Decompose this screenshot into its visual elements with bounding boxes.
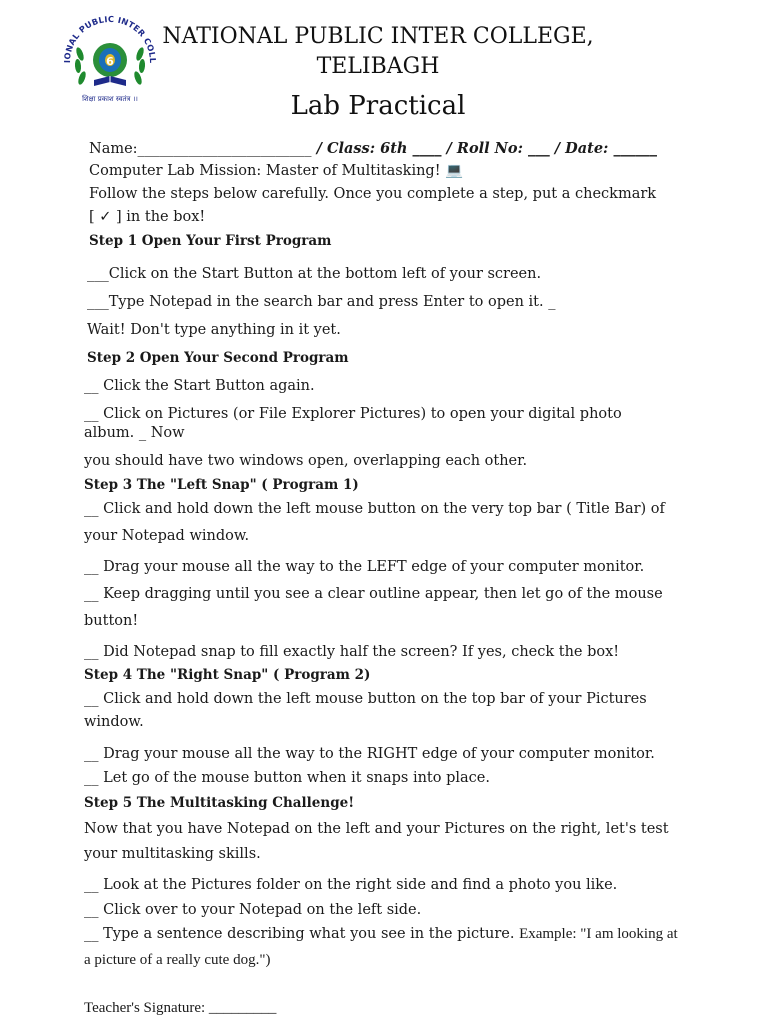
step-2-line: __ Click on Pictures (or File Explorer Pictures) to open your digital photo: [84, 406, 622, 422]
logo-motto: शिक्षा प्रकाश स्वतंत्र ।।: [82, 95, 138, 103]
step-5-line: [84, 924, 678, 944]
step-5-line: __ Look at the Pictures folder on the right side and find a photo you like.: [84, 877, 618, 893]
school-name-line2: TELIBAGH: [316, 54, 440, 79]
step-3-line: button!: [84, 613, 139, 629]
step-2-line: __ Click the Start Button again.: [84, 378, 315, 394]
school-name: [140, 22, 616, 82]
svg-text:6: 6: [106, 55, 114, 68]
step-3-line: __ Click and hold down the left mouse button on the very top bar ( Title Bar) of: [84, 501, 665, 517]
step-4-line: __ Drag your mouse all the way to the RIGHT edge of your computer monitor.: [84, 746, 655, 762]
step-4-line: __ Let go of the mouse button when it snaps into place.: [84, 770, 490, 786]
info-line: [89, 139, 657, 159]
page-title: Lab Practical: [290, 91, 466, 121]
step-1-heading: Step 1 Open Your First Program: [89, 233, 332, 249]
instructions-line-2: [ ✓ ] in the box!: [89, 209, 206, 225]
step-3-line: your Notepad window.: [84, 528, 250, 544]
step-3-heading: Step 3 The "Left Snap" ( Program 1): [84, 477, 359, 493]
example-text: Example: "I am looking at: [519, 926, 678, 942]
step-5-line: Now that you have Notepad on the left and your Pictures on the right, let's test: [84, 821, 669, 837]
step-4-line: __ Click and hold down the left mouse button on the top bar of your Pictures: [84, 691, 647, 707]
step-2-line: you should have two windows open, overlapping each other.: [84, 453, 528, 469]
step-4-line: window.: [84, 714, 144, 730]
step-1-line: ___Click on the Start Button at the bottom left of your screen.: [87, 266, 542, 282]
step-5-heading: Step 5 The Multitasking Challenge!: [84, 795, 355, 811]
step-5-line: your multitasking skills.: [84, 846, 261, 862]
step-2-heading: Step 2 Open Your Second Program: [87, 350, 349, 366]
instructions-line-1: Follow the steps below carefully. Once you complete a step, put a checkmark: [89, 186, 657, 202]
step-3-line: __ Keep dragging until you see a clear outline appear, then let go of the mouse: [84, 586, 663, 602]
step-5-line: a picture of a really cute dog."): [84, 952, 271, 968]
class-roll-date-field: / Class: 6th ____ / Roll No: ___ / Date: ______: [311, 140, 657, 157]
teacher-signature: Teacher's Signature: _________: [84, 1000, 277, 1016]
logo-arc-text: IONAL PUBLIC INTER COLL: [61, 13, 159, 64]
step-1-line: Wait! Don't type anything in it yet.: [87, 322, 341, 338]
step-1-line: ___Type Notepad in the search bar and press Enter to open it. _: [87, 294, 556, 310]
step-5-line-text: __ Type a sentence describing what you see in the picture.: [84, 926, 520, 942]
step-4-heading: Step 4 The "Right Snap" ( Program 2): [84, 667, 371, 683]
step-5-line: __ Click over to your Notepad on the left side.: [84, 902, 422, 918]
step-3-line: __ Drag your mouse all the way to the LEFT edge of your computer monitor.: [84, 559, 645, 575]
step-2-line: album. _ Now: [84, 425, 185, 441]
name-field: Name:________________________: [89, 141, 312, 157]
school-name-line1: NATIONAL PUBLIC INTER COLLEGE,: [162, 24, 594, 49]
mission-line: Computer Lab Mission: Master of Multitasking! 💻: [89, 163, 464, 179]
step-3-line: __ Did Notepad snap to fill exactly half the screen? If yes, check the box!: [84, 644, 620, 660]
